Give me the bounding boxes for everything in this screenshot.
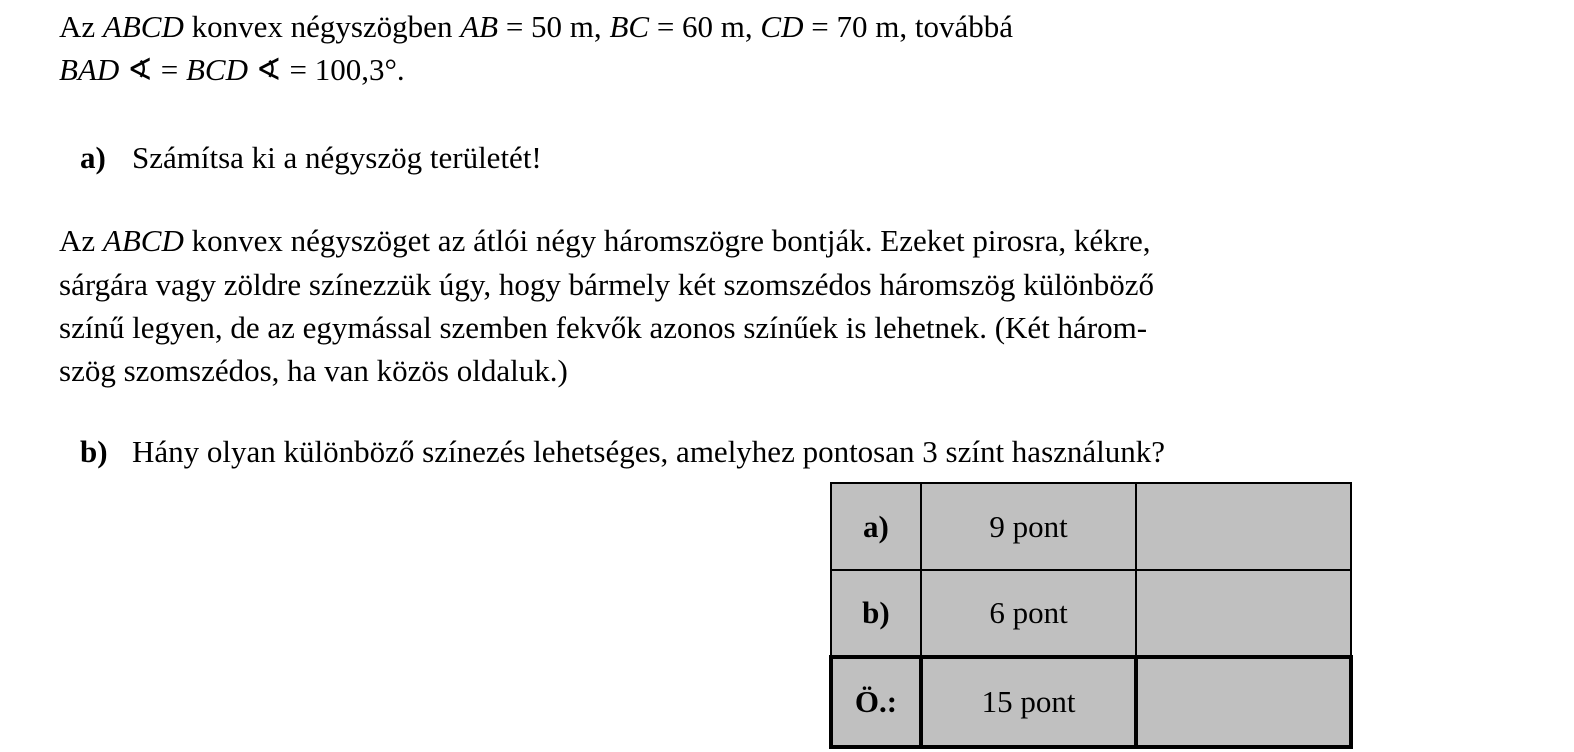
math-side-cd: CD bbox=[760, 9, 804, 44]
score-part-label: b) bbox=[831, 570, 921, 657]
score-max-points: 6 pont bbox=[921, 570, 1136, 657]
math-angle-bad: BAD bbox=[59, 52, 120, 87]
score-part-label: a) bbox=[831, 483, 921, 570]
math-quadrilateral: ABCD bbox=[102, 223, 184, 258]
intro-text: = 50 m, bbox=[498, 9, 610, 44]
math-quadrilateral: ABCD bbox=[102, 9, 184, 44]
task-b bbox=[80, 434, 1165, 470]
intro-text: = 60 m, bbox=[649, 9, 761, 44]
intro-text: ∢ = bbox=[119, 52, 186, 87]
task-a-label: a) bbox=[80, 140, 106, 175]
score-max-points: 9 pont bbox=[921, 483, 1136, 570]
paragraph-text: Az bbox=[59, 223, 103, 258]
intro-line-2 bbox=[59, 52, 405, 88]
score-row-b bbox=[831, 570, 1351, 657]
paragraph-line-4: szög szomszédos, ha van közös oldaluk.) bbox=[59, 353, 568, 388]
intro-text: = 70 m, továbbá bbox=[803, 9, 1013, 44]
task-b-label: b) bbox=[80, 434, 108, 469]
intro-line-1 bbox=[59, 9, 1013, 45]
math-side-ab: AB bbox=[460, 9, 499, 44]
task-b-text: Hány olyan különböző színezés lehetséges, amelyhez pontosan 3 színt használunk? bbox=[132, 434, 1166, 469]
paragraph-line-1 bbox=[59, 223, 1151, 259]
paragraph-line-3: színű legyen, de az egymással szemben fekvők azonos színűek is lehetnek. (Két három- bbox=[59, 310, 1148, 345]
paragraph-text: konvex négyszöget az átlói négy háromszögre bontják. Ezeket pirosra, kékre, bbox=[183, 223, 1151, 258]
task-a bbox=[80, 140, 542, 176]
score-earned-cell[interactable] bbox=[1136, 483, 1351, 570]
intro-text: konvex négyszögben bbox=[183, 9, 461, 44]
math-side-bc: BC bbox=[609, 9, 650, 44]
score-row-total bbox=[831, 657, 1351, 747]
intro-text: Az bbox=[59, 9, 103, 44]
paragraph-line-2: sárgára vagy zöldre színezzük úgy, hogy bármely két szomszédos háromszög különböző bbox=[59, 267, 1155, 302]
score-table bbox=[829, 482, 1353, 749]
intro-text: ∢ = 100,3°. bbox=[247, 52, 405, 87]
score-row-a bbox=[831, 483, 1351, 570]
score-total-label: Ö.: bbox=[831, 657, 921, 747]
score-total-earned-cell[interactable] bbox=[1136, 657, 1351, 747]
math-angle-bcd: BCD bbox=[185, 52, 248, 87]
score-total-points: 15 pont bbox=[921, 657, 1136, 747]
score-earned-cell[interactable] bbox=[1136, 570, 1351, 657]
task-a-text: Számítsa ki a négyszög területét! bbox=[132, 140, 542, 175]
